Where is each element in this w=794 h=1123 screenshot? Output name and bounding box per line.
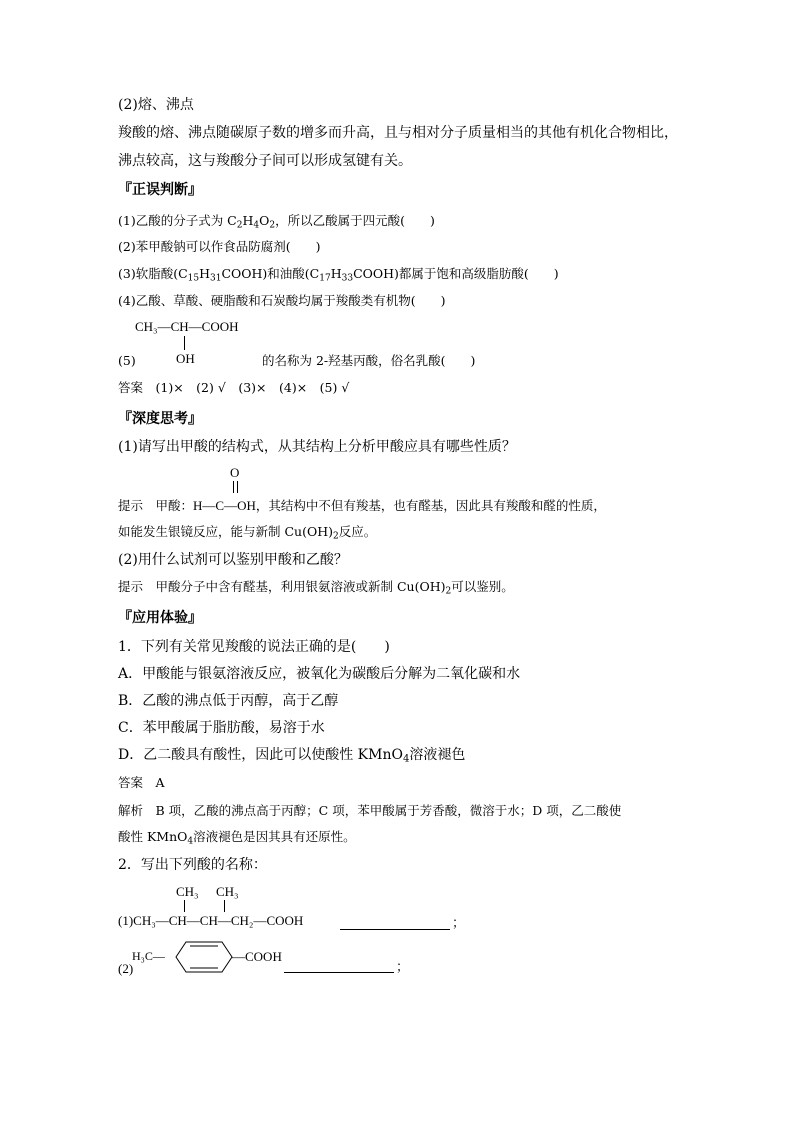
answer-blank-2-end: ； xyxy=(396,959,410,974)
benzene-ring-icon xyxy=(174,940,234,974)
formic-acid-carbonyl-o: O xyxy=(230,465,240,480)
deep-hint-1-line-1: 提示 甲酸：H—C—OH，其结构中不但有羧基，也有醛基，因此具有羧酸和醛的性质， xyxy=(118,498,606,513)
lactic-acid-bond xyxy=(184,336,185,350)
paragraph-line-2: 沸点较高，这与羧酸分子间可以形成氢键有关。 xyxy=(118,153,412,169)
acid-structure-2-number: (2) xyxy=(118,961,134,976)
deep-question-2: (2)用什么试剂可以鉴别甲酸和乙酸？ xyxy=(118,552,348,568)
judge-item-2: (2)苯甲酸钠可以作食品防腐剂( ) xyxy=(118,239,321,254)
judge-item-5-number: (5) xyxy=(118,353,136,368)
deep-hint-2: 提示 甲酸分子中含有醛基，利用银氨溶液或新制 $Cu(OH)_2$可以鉴别。 xyxy=(118,579,514,597)
deep-hint-1-line-2: 如能发生银镜反应，能与新制 $Cu(OH)_2$反应。 xyxy=(118,524,377,542)
judge-item-4: (4)乙酸、草酸、硬脂酸和石炭酸均属于羧酸类有机物( ) xyxy=(118,293,446,308)
acid-structure-1: (1)CH₃—CH—CH—CH₂—COOH xyxy=(118,913,304,928)
explanation-line-2: 酸性 KMnO$_4$溶液褪色是因其具有还原性。 xyxy=(118,829,356,847)
judge-item-5-text: 的名称为 2-羟基丙酸，俗名乳酸( ) xyxy=(262,353,476,368)
substituent-methyl-2: CH₃ xyxy=(216,884,239,899)
apply-section-title: 『应用体验』 xyxy=(118,610,202,626)
answer-blank-1[interactable] xyxy=(340,929,450,930)
substituent-methyl-1: CH₃ xyxy=(176,884,199,899)
section-heading-melting-boiling: (2)熔、沸点 xyxy=(118,97,194,113)
deep-section-title: 『深度思考』 xyxy=(118,411,202,427)
judge-item-1: (1)乙酸的分子式为 $C_2H_4O_2$，所以乙酸属于四元酸( ) xyxy=(118,213,435,231)
formic-acid-double-bond-1 xyxy=(233,481,234,493)
judge-answer: 答案 (1)× (2) √ (3)× (4)× (5) √ xyxy=(118,380,350,395)
option-d: D．乙二酸具有酸性，因此可以使酸性 KMnO$_4$溶液褪色 xyxy=(118,747,466,765)
answer-blank-1-end: ； xyxy=(452,915,466,930)
acid-structure-2-methyl: H₃C— xyxy=(132,949,165,963)
explanation-line-1: 解析 B 项，乙酸的沸点高于丙醇；C 项，苯甲酸属于芳香酸，微溶于水；D 项，乙二酸使 xyxy=(118,803,622,818)
deep-question-1: (1)请写出甲酸的结构式，从其结构上分析甲酸应具有哪些性质？ xyxy=(118,439,516,455)
acid-structure-2-cooh: —COOH xyxy=(232,949,282,964)
apply-question-1: 1．下列有关常见羧酸的说法正确的是( ) xyxy=(118,639,390,655)
methyl-bond-1 xyxy=(184,900,185,912)
option-c: C．苯甲酸属于脂肪酸，易溶于水 xyxy=(118,720,325,736)
apply-answer: 答案 A xyxy=(118,775,165,790)
judge-section-title: 『正误判断』 xyxy=(118,182,202,198)
lactic-acid-oh: OH xyxy=(176,351,195,366)
option-a: A．甲酸能与银氨溶液反应，被氧化为碳酸后分解为二氧化碳和水 xyxy=(118,666,521,682)
answer-blank-2[interactable] xyxy=(284,972,394,973)
option-b: B．乙酸的沸点低于丙醇，高于乙醇 xyxy=(118,693,339,709)
paragraph-line-1: 羧酸的熔、沸点随碳原子数的增多而升高，且与相对分子质量相当的其他有机化合物相比， xyxy=(118,125,678,141)
methyl-bond-2 xyxy=(224,900,225,912)
apply-question-2: 2．写出下列酸的名称： xyxy=(118,857,267,873)
lactic-acid-structure-chain: CH₃—CH—COOH xyxy=(135,319,239,334)
judge-item-3: (3)软脂酸$(C_{15}H_{31}COOH)$和油酸$(C_{17}H_{33}COOH)$都属于饱和高级脂肪酸( ) xyxy=(118,266,559,284)
formic-acid-double-bond-2 xyxy=(237,481,238,493)
